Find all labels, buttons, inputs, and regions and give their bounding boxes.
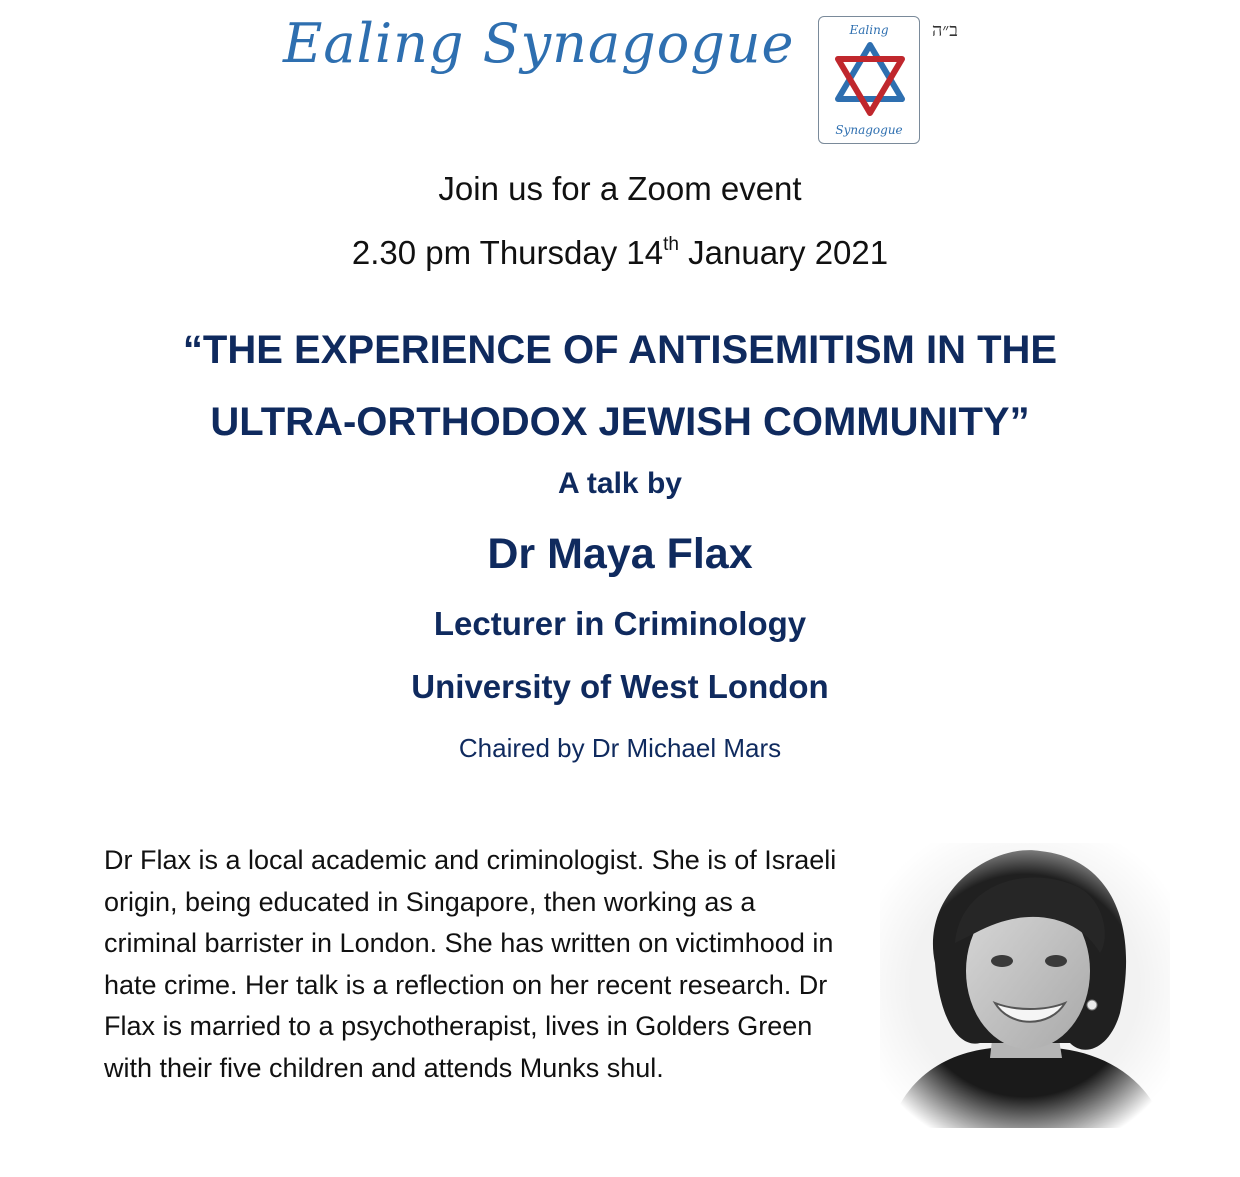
event-intro: Join us for a Zoom event — [438, 170, 802, 207]
synagogue-logo — [818, 16, 920, 144]
talk-title-line-1: “THE EXPERIENCE OF ANTISEMITISM IN THE — [182, 328, 1058, 372]
logo-top-text: Ealing — [849, 23, 889, 37]
synagogue-wordmark: Ealing Synagogue — [283, 12, 795, 75]
event-month-year: January 2021 — [678, 234, 889, 271]
speaker-institution: University of West London — [411, 668, 829, 705]
a-talk-by: A talk by — [558, 467, 682, 500]
event-day-suffix: th — [663, 234, 679, 255]
speaker-name: Dr Maya Flax — [487, 530, 753, 578]
hebrew-mark: ב״ה — [932, 20, 958, 41]
star-of-david-icon — [832, 41, 908, 117]
talk-title-line-2: ULTRA-ORTHODOX JEWISH COMMUNITY” — [210, 400, 1030, 444]
logo-bottom-text: Synagogue — [835, 123, 903, 137]
event-time: 2.30 pm Thursday 14 — [351, 234, 664, 271]
event-datetime — [0, 234, 1240, 272]
speaker-portrait-icon — [880, 843, 1170, 1128]
speaker-role: Lecturer in Criminology — [433, 605, 807, 642]
chair-line: Chaired by Dr Michael Mars — [458, 733, 782, 763]
speaker-bio: Dr Flax is a local academic and criminologist. She is of Israeli origin, being educated in Singapore, then working as a criminal barrister in London. She has written on victimhood in hate crime. Her talk is a reflection on her recent research. Dr Flax is married to a psychotherapist, lives in Golders Green with their five children and attends Munks shul. — [104, 845, 837, 1083]
